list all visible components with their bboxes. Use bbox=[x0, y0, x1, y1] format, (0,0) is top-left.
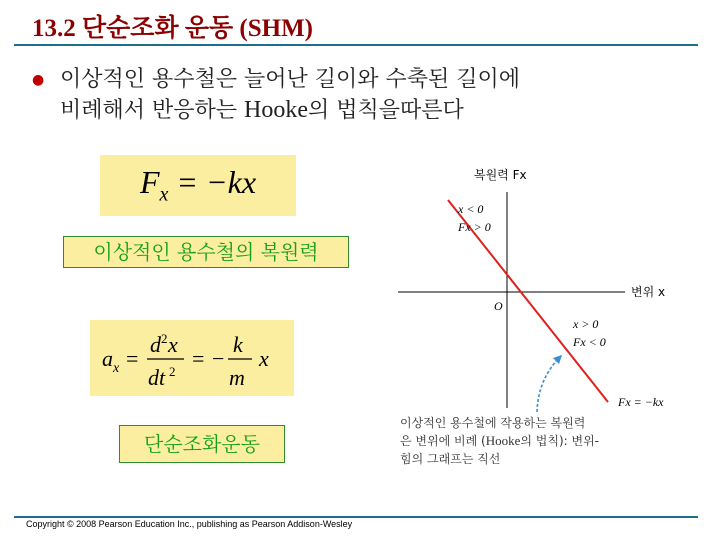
lower-right-cond-1: x > 0 bbox=[573, 317, 599, 331]
caption-hooke: Hooke bbox=[485, 433, 521, 448]
svg-text:x: x bbox=[259, 346, 269, 371]
svg-text:k: k bbox=[233, 332, 243, 357]
caption-line-3: 힘의 그래프는 직선 bbox=[400, 452, 501, 466]
svg-text:−: − bbox=[212, 346, 225, 371]
hooke-law-formula bbox=[100, 155, 296, 216]
slide-title: 13.2 단순조화 운동 (SHM) bbox=[32, 15, 313, 42]
bullet-hooke: Hooke bbox=[244, 97, 308, 123]
svg-text:m: m bbox=[229, 365, 245, 390]
svg-text:2: 2 bbox=[161, 331, 168, 346]
origin-label: O bbox=[494, 299, 503, 313]
pointer-arrow bbox=[537, 355, 562, 412]
x-axis-label: 변위 x bbox=[631, 285, 666, 299]
bullet-line-2-start: 비례해서 반응하는 bbox=[60, 98, 245, 123]
y-axis-label: 복원력 Fx bbox=[474, 168, 527, 182]
copyright-notice: Copyright © 2008 Pearson Education Inc., publishing as Pearson Addison-Wesley bbox=[26, 519, 353, 529]
svg-text:d: d bbox=[150, 332, 161, 357]
upper-left-cond-1: x < 0 bbox=[458, 202, 484, 216]
caption-line-2-start: 은 변위에 비례 ( bbox=[400, 434, 486, 448]
bullet-line-2-end: 의 법칙을따른다 bbox=[308, 98, 464, 123]
graph-caption bbox=[400, 414, 690, 468]
shm-label: 단순조화운동 bbox=[119, 425, 285, 463]
caption-line-1: 이상적인 용수철에 작용하는 복원력 bbox=[400, 416, 586, 430]
svg-text:2: 2 bbox=[169, 364, 176, 379]
svg-text:=: = bbox=[126, 346, 139, 371]
title-divider bbox=[14, 44, 698, 46]
svg-text:x: x bbox=[113, 361, 120, 376]
upper-left-cond-2: Fx > 0 bbox=[458, 220, 491, 234]
svg-text:dt: dt bbox=[148, 365, 166, 390]
acceleration-equation bbox=[92, 323, 292, 393]
formula-text: $F_x = -kx$ bbox=[139, 164, 257, 206]
svg-text:=: = bbox=[192, 346, 205, 371]
pointer-arrowhead bbox=[553, 355, 562, 364]
lower-right-cond-2: Fx < 0 bbox=[573, 335, 606, 349]
bullet-text bbox=[60, 64, 680, 126]
caption-line-2-end: 의 법칙): 변위- bbox=[520, 434, 600, 448]
svg-text:a: a bbox=[102, 346, 113, 371]
bullet-icon: ● bbox=[32, 72, 45, 88]
bullet-line-1: 이상적인 용수철은 늘어난 길이와 수축된 길이에 bbox=[60, 67, 521, 92]
line-equation-label: Fx = −kx bbox=[618, 395, 664, 409]
svg-text:x: x bbox=[168, 332, 178, 357]
shm-acceleration-formula bbox=[90, 320, 294, 396]
force-displacement-graph bbox=[390, 150, 700, 415]
restoring-force-label: 이상적인 용수철의 복원력 bbox=[63, 236, 349, 268]
footer-divider bbox=[14, 516, 698, 518]
